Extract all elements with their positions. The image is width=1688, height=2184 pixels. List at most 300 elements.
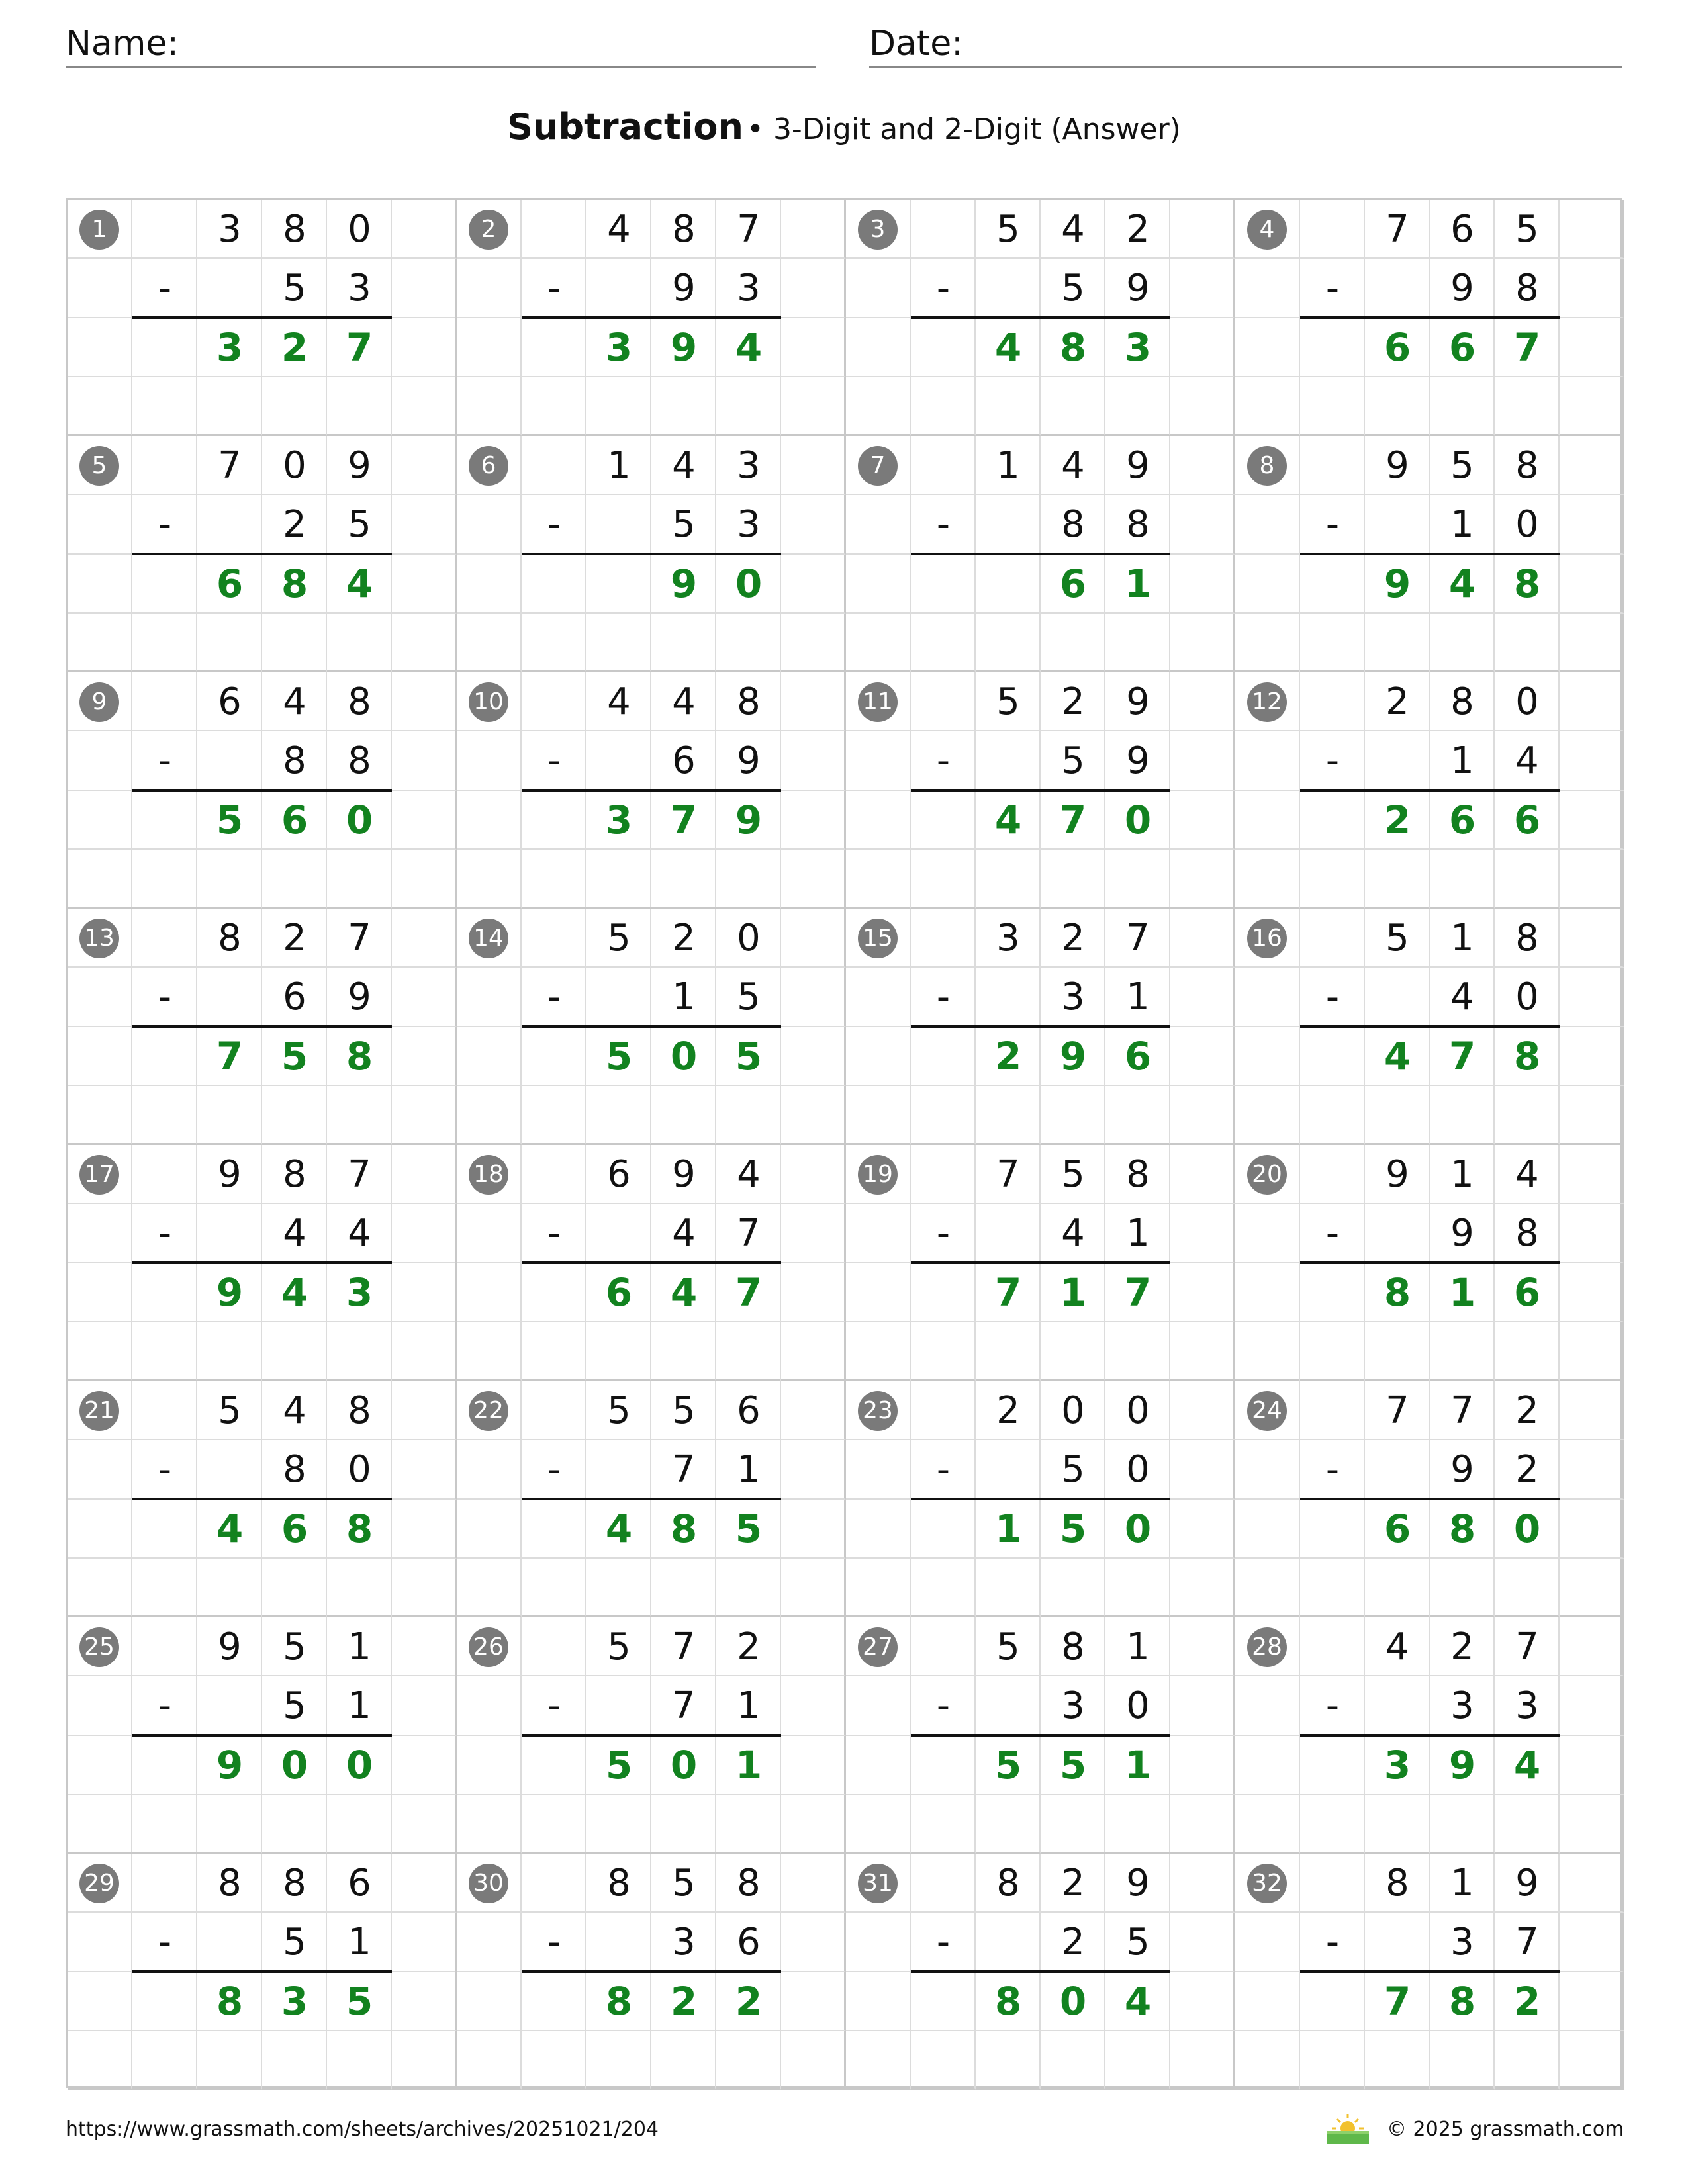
grid-cell	[1365, 850, 1430, 909]
grid-cell	[846, 1736, 911, 1795]
minuend-digit: 6	[218, 680, 242, 723]
grid-cell	[911, 1027, 976, 1086]
grid-cell	[1560, 1617, 1624, 1676]
grid-cell	[716, 1559, 781, 1617]
answer-digit: 4	[1124, 1978, 1152, 2024]
answer-digit: 1	[1124, 1742, 1152, 1788]
grid-cell	[976, 1322, 1041, 1381]
grid-cell	[1105, 1559, 1170, 1617]
answer-digit: 6	[1383, 1506, 1411, 1551]
answer-digit: 6	[281, 797, 308, 842]
grid-cell	[132, 1027, 197, 1086]
problem-number-badge: 24	[1247, 1391, 1287, 1431]
grid-cell	[586, 731, 651, 790]
grid-cell	[392, 731, 457, 790]
grid-cell	[392, 672, 457, 731]
grid-cell	[1560, 318, 1624, 377]
subtrahend-digit: 9	[1126, 739, 1150, 783]
grid-cell	[1300, 1795, 1365, 1854]
minuend-digit: 8	[1515, 444, 1539, 487]
grass-sun-logo-icon	[1324, 2111, 1372, 2146]
grid-cell	[781, 495, 846, 554]
grid-cell	[1365, 1440, 1430, 1499]
grid-cell	[1300, 850, 1365, 909]
minuend-digit: 9	[218, 1625, 242, 1668]
grid-cell	[781, 377, 846, 436]
minuend-digit: 8	[737, 680, 761, 723]
subtrahend-digit: 7	[1515, 1921, 1539, 1964]
grid-cell	[1430, 850, 1495, 909]
grid-cell	[846, 555, 911, 614]
minuend-digit: 0	[1515, 680, 1539, 723]
grid-cell	[1495, 2031, 1560, 2090]
grid-cell	[781, 731, 846, 790]
problem-2	[457, 200, 846, 436]
answer-digit: 8	[281, 561, 308, 606]
grid-cell	[1170, 1617, 1235, 1676]
grid-cell	[1105, 1086, 1170, 1145]
grid-cell	[68, 1500, 132, 1559]
grid-cell	[327, 377, 392, 436]
grid-cell	[1560, 791, 1624, 850]
grid-cell	[1560, 1086, 1624, 1145]
grid-cell	[586, 495, 651, 554]
grid-cell	[1560, 909, 1624, 968]
grid-cell	[781, 791, 846, 850]
grid-cell	[781, 1440, 846, 1499]
grid-cell	[1170, 1559, 1235, 1617]
minus-sign: -	[1325, 503, 1340, 547]
grid-cell	[392, 1913, 457, 1972]
subtrahend-digit: 7	[737, 1212, 761, 1255]
problem-28	[1235, 1617, 1624, 1854]
grid-cell	[846, 377, 911, 436]
grid-cell	[1170, 200, 1235, 259]
grid-cell	[586, 850, 651, 909]
answer-digit: 5	[605, 1033, 633, 1079]
grid-cell	[846, 1322, 911, 1381]
problem-14	[457, 909, 846, 1145]
problem-number-badge: 9	[79, 682, 119, 722]
grid-cell	[1365, 1204, 1430, 1263]
grid-cell	[1300, 1086, 1365, 1145]
minuend-digit: 8	[348, 1389, 371, 1432]
grid-cell	[392, 1854, 457, 1913]
problem-number-badge: 8	[1247, 446, 1287, 486]
minuend-digit: 1	[1450, 1862, 1474, 1905]
grid-cell	[1170, 377, 1235, 436]
grid-cell	[976, 850, 1041, 909]
grid-cell	[781, 1381, 846, 1440]
grid-cell	[392, 614, 457, 672]
problem-number-badge: 20	[1247, 1155, 1287, 1195]
answer-digit: 0	[346, 1742, 373, 1788]
subtrahend-digit: 2	[1061, 1921, 1085, 1964]
problem-number-badge: 5	[79, 446, 119, 486]
grid-cell	[522, 1795, 586, 1854]
grid-cell	[1560, 1854, 1624, 1913]
grid-cell	[132, 555, 197, 614]
grid-cell	[1235, 1027, 1300, 1086]
answer-digit: 6	[1513, 797, 1541, 842]
answer-digit: 6	[281, 1506, 308, 1551]
grid-cell	[1300, 1322, 1365, 1381]
grid-cell	[911, 200, 976, 259]
grid-cell	[1235, 2031, 1300, 2090]
grid-cell	[327, 614, 392, 672]
grid-cell	[1495, 1322, 1560, 1381]
grid-cell	[1560, 850, 1624, 909]
subtrahend-digit: 1	[1450, 503, 1474, 547]
grid-cell	[132, 1322, 197, 1381]
answer-digit: 2	[994, 1033, 1022, 1079]
grid-cell	[1170, 1736, 1235, 1795]
minuend-digit: 4	[672, 444, 696, 487]
grid-cell	[1495, 377, 1560, 436]
grid-cell	[392, 1027, 457, 1086]
grid-cell	[1105, 1795, 1170, 1854]
minus-sign: -	[547, 739, 561, 783]
answer-digit: 4	[281, 1269, 308, 1315]
minuend-digit: 8	[218, 917, 242, 960]
grid-cell	[1235, 555, 1300, 614]
grid-cell	[1235, 377, 1300, 436]
grid-cell	[457, 850, 522, 909]
problem-31	[846, 1854, 1235, 2090]
grid-cell	[781, 672, 846, 731]
minus-sign: -	[936, 267, 951, 310]
problem-24	[1235, 1381, 1624, 1617]
grid-cell	[1560, 1500, 1624, 1559]
minuend-digit: 2	[1061, 917, 1085, 960]
problem-number-badge: 29	[79, 1864, 119, 1903]
grid-cell	[1235, 259, 1300, 318]
grid-cell	[1365, 495, 1430, 554]
answer-digit: 8	[216, 1978, 244, 2024]
answer-digit: 0	[735, 561, 763, 606]
date-field-line[interactable]	[869, 66, 1622, 68]
grid-cell	[1235, 614, 1300, 672]
minuend-digit: 8	[218, 1862, 242, 1905]
answer-digit: 1	[994, 1506, 1022, 1551]
answer-digit: 5	[605, 1742, 633, 1788]
grid-cell	[392, 555, 457, 614]
subtrahend-digit: 5	[283, 1921, 306, 1964]
minus-sign: -	[1325, 1921, 1340, 1964]
subtrahend-digit: 8	[1126, 503, 1150, 547]
subtrahend-digit: 5	[1061, 267, 1085, 310]
grid-cell	[911, 1086, 976, 1145]
grid-cell	[68, 1204, 132, 1263]
grid-cell	[132, 909, 197, 968]
grid-cell	[781, 909, 846, 968]
grid-cell	[1105, 2031, 1170, 2090]
grid-cell	[392, 1322, 457, 1381]
problem-25	[68, 1617, 457, 1854]
grid-cell	[911, 318, 976, 377]
grid-cell	[1235, 1795, 1300, 1854]
grid-cell	[327, 1795, 392, 1854]
grid-cell	[911, 1617, 976, 1676]
subtrahend-digit: 5	[283, 267, 306, 310]
grid-cell	[1041, 1086, 1105, 1145]
grid-cell	[1365, 1795, 1430, 1854]
answer-digit: 0	[281, 1742, 308, 1788]
minus-sign: -	[1325, 739, 1340, 783]
subtrahend-digit: 9	[737, 739, 761, 783]
grid-cell	[651, 1795, 716, 1854]
grid-cell	[1300, 1559, 1365, 1617]
grid-cell	[846, 1440, 911, 1499]
answer-digit: 1	[735, 1742, 763, 1788]
minuend-digit: 5	[996, 208, 1020, 251]
grid-cell	[781, 1559, 846, 1617]
problem-number-badge: 3	[858, 210, 898, 250]
grid-cell	[911, 1145, 976, 1204]
grid-cell	[132, 1972, 197, 2031]
minuend-digit: 6	[607, 1153, 631, 1196]
minuend-digit: 7	[672, 1625, 696, 1668]
answer-digit: 6	[1448, 324, 1476, 370]
grid-cell	[586, 1440, 651, 1499]
grid-cell	[1300, 200, 1365, 259]
grid-cell	[392, 200, 457, 259]
minus-sign: -	[936, 503, 951, 547]
minuend-digit: 4	[737, 1153, 761, 1196]
minuend-digit: 2	[1061, 680, 1085, 723]
grid-cell	[781, 555, 846, 614]
grid-cell	[1430, 1795, 1495, 1854]
grid-cell	[68, 1913, 132, 1972]
minuend-digit: 4	[607, 208, 631, 251]
problem-number-badge: 12	[1247, 682, 1287, 722]
grid-cell	[1170, 850, 1235, 909]
minuend-digit: 5	[1061, 1153, 1085, 1196]
grid-cell	[1365, 1913, 1430, 1972]
subtrahend-digit: 5	[283, 1684, 306, 1728]
grid-cell	[392, 377, 457, 436]
grid-cell	[392, 1145, 457, 1204]
grid-cell	[392, 1263, 457, 1322]
grid-cell	[1235, 318, 1300, 377]
grid-cell	[1300, 1027, 1365, 1086]
grid-cell	[1365, 1322, 1430, 1381]
grid-cell	[1365, 1559, 1430, 1617]
grid-cell	[846, 614, 911, 672]
problem-number-badge: 11	[858, 682, 898, 722]
grid-cell	[1170, 2031, 1235, 2090]
grid-cell	[716, 614, 781, 672]
minuend-digit: 7	[1515, 1625, 1539, 1668]
grid-cell	[1170, 1972, 1235, 2031]
grid-cell	[781, 1500, 846, 1559]
grid-cell	[132, 791, 197, 850]
problem-26	[457, 1617, 846, 1854]
grid-cell	[1235, 1559, 1300, 1617]
answer-digit: 6	[216, 561, 244, 606]
minus-sign: -	[158, 1921, 172, 1964]
answer-digit: 5	[216, 797, 244, 842]
grid-cell	[1430, 614, 1495, 672]
answer-digit: 8	[1513, 1033, 1541, 1079]
problem-number-badge: 31	[858, 1864, 898, 1903]
grid-cell	[68, 968, 132, 1026]
grid-cell	[586, 1204, 651, 1263]
grid-cell	[976, 1795, 1041, 1854]
grid-cell	[1430, 377, 1495, 436]
minuend-digit: 8	[1126, 1153, 1150, 1196]
grid-cell	[781, 1972, 846, 2031]
grid-cell	[1430, 1322, 1495, 1381]
answer-digit: 4	[605, 1506, 633, 1551]
answer-digit: 0	[1124, 797, 1152, 842]
answer-digit: 8	[605, 1978, 633, 2024]
grid-cell	[327, 1086, 392, 1145]
grid-cell	[911, 2031, 976, 2090]
answer-digit: 5	[346, 1978, 373, 2024]
problem-number-badge: 4	[1247, 210, 1287, 250]
grid-cell	[457, 2031, 522, 2090]
answer-digit: 8	[1513, 561, 1541, 606]
subtrahend-digit: 3	[1450, 1684, 1474, 1728]
grid-cell	[651, 614, 716, 672]
footer-copyright: © 2025 grassmath.com	[1387, 2118, 1624, 2141]
grid-cell	[1170, 1027, 1235, 1086]
minuend-digit: 8	[1450, 680, 1474, 723]
minus-sign: -	[158, 267, 172, 310]
answer-digit: 3	[605, 324, 633, 370]
grid-cell	[197, 850, 262, 909]
answer-digit: 7	[216, 1033, 244, 1079]
grid-cell	[522, 1972, 586, 2031]
grid-cell	[457, 495, 522, 554]
subtrahend-digit: 4	[672, 1212, 696, 1255]
grid-cell	[1365, 1086, 1430, 1145]
minuend-digit: 8	[737, 1862, 761, 1905]
title-main: Subtraction	[507, 106, 743, 148]
grid-cell	[651, 377, 716, 436]
grid-cell	[846, 1027, 911, 1086]
minus-sign: -	[936, 1921, 951, 1964]
grid-cell	[457, 1263, 522, 1322]
grid-cell	[457, 968, 522, 1026]
grid-cell	[197, 1913, 262, 1972]
grid-cell	[197, 259, 262, 318]
grid-cell	[522, 2031, 586, 2090]
problem-7	[846, 436, 1235, 672]
subtrahend-digit: 5	[1061, 739, 1085, 783]
subtrahend-digit: 3	[1061, 976, 1085, 1019]
answer-digit: 4	[670, 1269, 698, 1315]
answer-digit: 6	[1124, 1033, 1152, 1079]
grid-cell	[1560, 731, 1624, 790]
answer-digit: 4	[346, 561, 373, 606]
answer-digit: 9	[1383, 561, 1411, 606]
minuend-digit: 3	[737, 444, 761, 487]
minuend-digit: 2	[1061, 1862, 1085, 1905]
minus-sign: -	[547, 267, 561, 310]
grid-cell	[846, 1795, 911, 1854]
answer-digit: 3	[1383, 1742, 1411, 1788]
grid-cell	[1430, 1559, 1495, 1617]
grid-cell	[1300, 436, 1365, 495]
grid-cell	[68, 1322, 132, 1381]
grid-cell	[1365, 968, 1430, 1026]
problem-number-badge: 18	[469, 1155, 508, 1195]
grid-cell	[522, 377, 586, 436]
grid-cell	[1170, 495, 1235, 554]
grid-cell	[1170, 318, 1235, 377]
grid-cell	[1300, 1972, 1365, 2031]
problem-number-badge: 7	[858, 446, 898, 486]
subtrahend-digit: 5	[672, 503, 696, 547]
grid-cell	[781, 1617, 846, 1676]
subtrahend-digit: 6	[672, 739, 696, 783]
grid-cell	[1235, 1322, 1300, 1381]
grid-cell	[197, 377, 262, 436]
grid-cell	[262, 850, 327, 909]
minuend-digit: 3	[996, 917, 1020, 960]
grid-cell	[1170, 1204, 1235, 1263]
grid-cell	[911, 1795, 976, 1854]
minuend-digit: 8	[283, 1862, 306, 1905]
minuend-digit: 9	[1515, 1862, 1539, 1905]
problem-20	[1235, 1145, 1624, 1381]
answer-digit: 8	[1059, 324, 1087, 370]
minus-sign: -	[158, 739, 172, 783]
grid-cell	[392, 259, 457, 318]
grid-cell	[1170, 1322, 1235, 1381]
subtrahend-digit: 9	[1450, 1212, 1474, 1255]
grid-cell	[68, 1440, 132, 1499]
answer-digit: 4	[216, 1506, 244, 1551]
subtrahend-digit: 1	[1450, 739, 1474, 783]
answer-digit: 3	[281, 1978, 308, 2024]
minuend-digit: 5	[218, 1389, 242, 1432]
subtrahend-digit: 3	[737, 267, 761, 310]
grid-cell	[68, 1972, 132, 2031]
grid-cell	[197, 1795, 262, 1854]
grid-cell	[1041, 1322, 1105, 1381]
subtrahend-digit: 1	[348, 1921, 371, 1964]
answer-digit: 6	[1383, 324, 1411, 370]
subtrahend-digit: 0	[1126, 1448, 1150, 1492]
grid-cell	[846, 731, 911, 790]
grid-cell	[392, 1500, 457, 1559]
grid-cell	[522, 1145, 586, 1204]
grid-cell	[651, 2031, 716, 2090]
answer-digit: 2	[281, 324, 308, 370]
name-field-line[interactable]	[66, 66, 816, 68]
grid-cell	[1235, 495, 1300, 554]
answer-digit: 7	[1059, 797, 1087, 842]
answer-digit: 0	[346, 797, 373, 842]
grid-cell	[522, 1617, 586, 1676]
minuend-digit: 5	[607, 917, 631, 960]
grid-cell	[846, 850, 911, 909]
grid-cell	[522, 791, 586, 850]
minuend-digit: 8	[283, 1153, 306, 1196]
subtrahend-digit: 7	[672, 1448, 696, 1492]
grid-cell	[522, 200, 586, 259]
grid-cell	[457, 1736, 522, 1795]
minuend-digit: 4	[283, 680, 306, 723]
grid-cell	[911, 436, 976, 495]
minus-sign: -	[158, 1212, 172, 1255]
grid-cell	[781, 1322, 846, 1381]
minuend-digit: 2	[283, 917, 306, 960]
grid-cell	[1170, 791, 1235, 850]
